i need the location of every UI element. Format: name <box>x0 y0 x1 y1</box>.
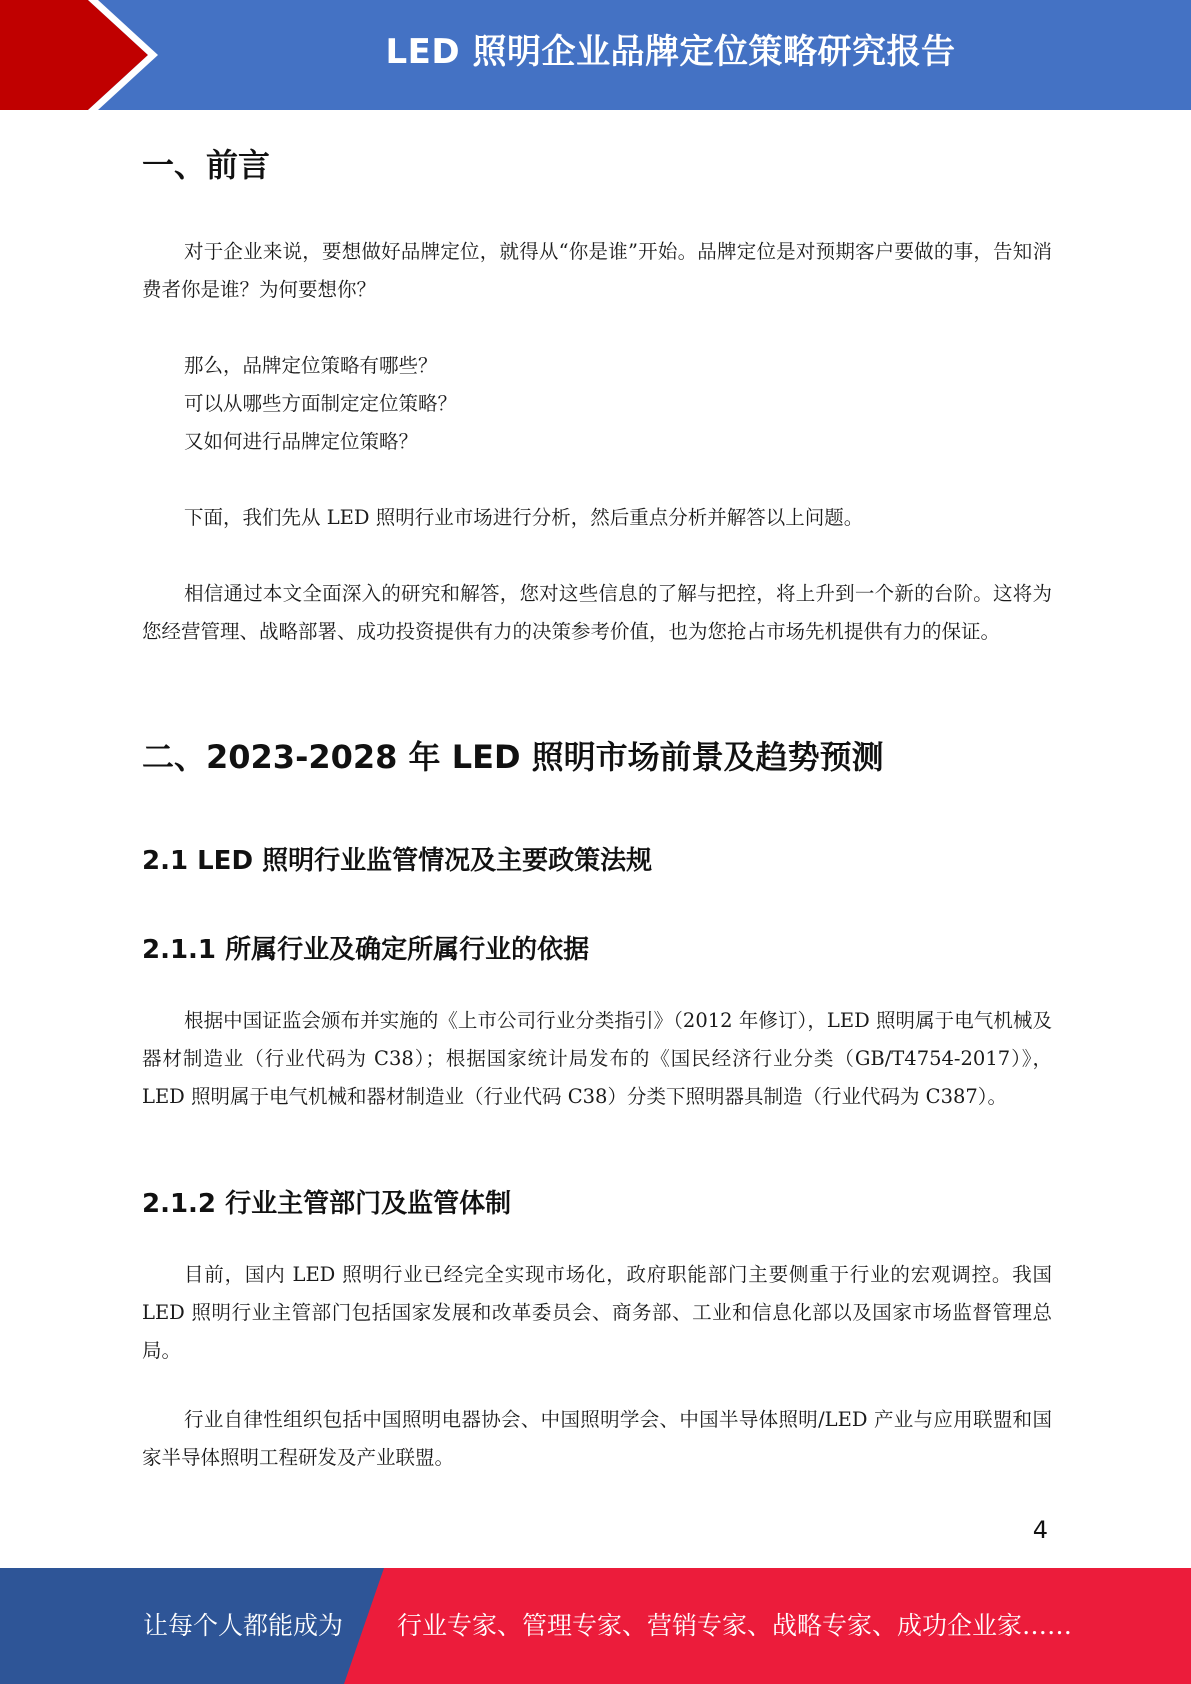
section-heading-preface: 一、前言 <box>142 146 271 184</box>
paragraph: 对于企业来说，要想做好品牌定位，就得从“你是谁”开始。品牌定位是对预期客户要做的事，告知消费者你是谁？为何要想你？ <box>142 240 1052 301</box>
page-footer <box>0 1568 1191 1684</box>
subsection-heading-2-1: 2.1 LED 照明行业监管情况及主要政策法规 <box>142 846 653 876</box>
paragraph: 相信通过本文全面深入的研究和解答，您对这些信息的了解与把控，将上升到一个新的台阶。这将为您经营管理、战略部署、成功投资提供有力的决策参考价值，也为您抢占市场先机提供有力的保证。 <box>142 582 1052 643</box>
paragraph: 可以从哪些方面制定定位策略？ <box>184 392 458 415</box>
page-header <box>0 0 1191 110</box>
paragraph: 又如何进行品牌定位策略？ <box>184 430 419 453</box>
paragraph: 根据中国证监会颁布并实施的《上市公司行业分类指引》（2012 年修订），LED 照明属于电气机械及器材制造业（行业代码为 C38）；根据国家统计局发布的《国民经济行业分类（GB/T4754-2017）》，LED 照明属于电气机械和器材制造业（行业代码 C38）分类下照明器具制造（行业代码为 C387）。 <box>142 1009 1052 1108</box>
subsection-heading-2-1-1: 2.1.1 所属行业及确定所属行业的依据 <box>142 935 590 965</box>
footer-slogan-left: 让每个人都能成为 <box>143 1611 344 1640</box>
paragraph: 目前，国内 LED 照明行业已经完全实现市场化，政府职能部门主要侧重于行业的宏观调控。我国 LED 照明行业主管部门包括国家发展和改革委员会、商务部、工业和信息化部以及国家市场监督管理总局。 <box>142 1263 1052 1362</box>
footer-slogan-right: 行业专家、管理专家、营销专家、战略专家、成功企业家…… <box>397 1611 1073 1640</box>
section-heading-forecast: 二、2023-2028 年 LED 照明市场前景及趋势预测 <box>142 738 884 776</box>
page-number: 4 <box>1032 1516 1048 1544</box>
report-title: LED 照明企业品牌定位策略研究报告 <box>385 32 956 72</box>
paragraph: 下面，我们先从 LED 照明行业市场进行分析，然后重点分析并解答以上问题。 <box>184 506 864 529</box>
paragraph: 那么，品牌定位策略有哪些？ <box>184 354 438 377</box>
header-red-arrow <box>0 0 148 110</box>
paragraph: 行业自律性组织包括中国照明电器协会、中国照明学会、中国半导体照明/LED 产业与应用联盟和国家半导体照明工程研发及产业联盟。 <box>142 1408 1052 1469</box>
subsection-heading-2-1-2: 2.1.2 行业主管部门及监管体制 <box>142 1189 512 1219</box>
